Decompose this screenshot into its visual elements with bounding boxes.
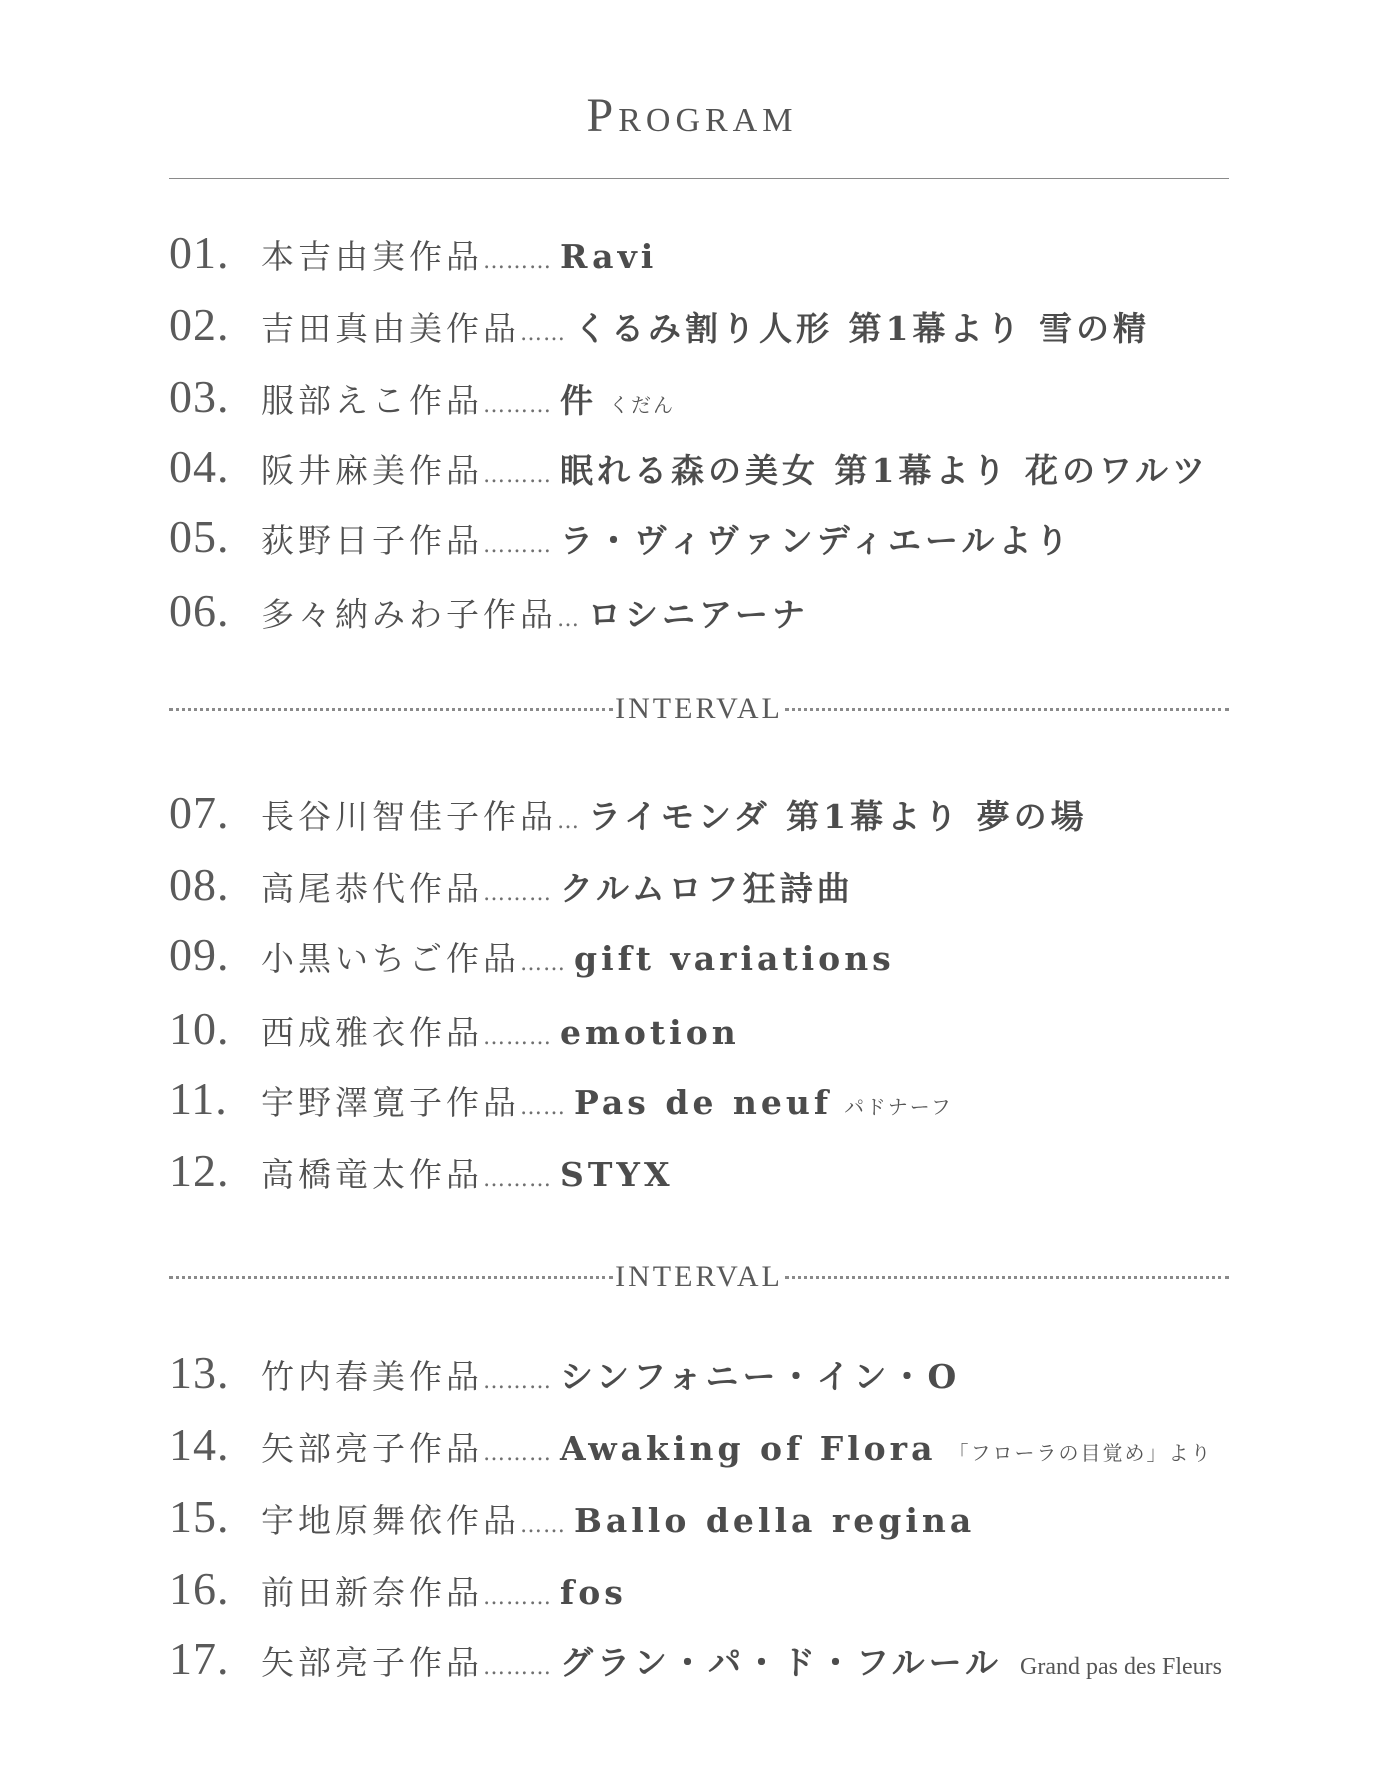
- interval-divider: [169, 694, 1229, 724]
- item-number: 11.: [169, 1073, 228, 1124]
- program-item: [169, 440, 1229, 500]
- choreographer-name: 長谷川智佳子作品: [261, 797, 557, 836]
- work-title: gift variations: [574, 939, 895, 978]
- work-note: パドナーフ: [844, 1095, 953, 1119]
- work-subtitle: Grand pas des Fleurs: [1020, 1654, 1222, 1680]
- dotted-rule: [169, 1276, 613, 1279]
- work-note: くだん: [609, 393, 675, 417]
- work-title: emotion: [560, 1013, 740, 1052]
- choreographer-name: 前田新奈作品: [261, 1573, 483, 1612]
- program-item: [169, 1632, 1229, 1692]
- leader-dots: ………: [483, 1167, 552, 1192]
- choreographer-name: 多々納みわ子作品: [261, 595, 557, 634]
- work-title: クルムロフ狂詩曲: [560, 869, 854, 908]
- program-item: [169, 1418, 1229, 1478]
- item-number: 09.: [169, 929, 230, 980]
- choreographer-name: 高橋竜太作品: [261, 1155, 483, 1194]
- item-number: 17.: [169, 1633, 230, 1684]
- leader-dots: ………: [483, 393, 552, 418]
- leader-dots: ………: [483, 1025, 552, 1050]
- item-number: 08.: [169, 859, 230, 910]
- choreographer-name: 高尾恭代作品: [261, 869, 483, 908]
- work-title: Awaking of Flora: [560, 1429, 937, 1468]
- item-number: 13.: [169, 1347, 230, 1398]
- leader-dots: ……: [520, 321, 566, 346]
- program-item: [169, 1072, 1229, 1132]
- interval-label: INTERVAL: [615, 692, 783, 725]
- program-item: [169, 1002, 1229, 1062]
- interval-divider: [169, 1262, 1229, 1292]
- work-title: fos: [560, 1573, 627, 1612]
- program-item: [169, 786, 1229, 846]
- title-divider: [169, 178, 1229, 179]
- program-item: [169, 298, 1229, 358]
- item-number: 05.: [169, 511, 230, 562]
- item-number: 04.: [169, 441, 230, 492]
- choreographer-name: 竹内春美作品: [261, 1357, 483, 1396]
- work-title: 件: [560, 381, 597, 420]
- item-number: 03.: [169, 371, 230, 422]
- dotted-rule: [785, 1276, 1229, 1279]
- choreographer-name: 荻野日子作品: [261, 521, 483, 560]
- leader-dots: …: [557, 607, 580, 632]
- choreographer-name: 阪井麻美作品: [261, 451, 483, 490]
- choreographer-name: 本吉由実作品: [261, 237, 483, 276]
- item-number: 07.: [169, 787, 230, 838]
- item-number: 14.: [169, 1419, 230, 1470]
- work-title: STYX: [560, 1155, 674, 1194]
- choreographer-name: 西成雅衣作品: [261, 1013, 483, 1052]
- leader-dots: ………: [483, 881, 552, 906]
- page-title: Program: [586, 89, 798, 142]
- work-title: グラン・パ・ド・フルール: [560, 1643, 1003, 1682]
- work-title: ライモンダ 第1幕より 夢の場: [588, 797, 1088, 836]
- dotted-rule: [169, 708, 613, 711]
- program-item: [169, 1490, 1229, 1550]
- work-title: Ballo della regina: [574, 1501, 976, 1540]
- item-number: 16.: [169, 1563, 230, 1614]
- choreographer-name: 矢部亮子作品: [261, 1429, 483, 1468]
- leader-dots: …: [557, 809, 580, 834]
- work-title: Pas de neuf: [574, 1083, 833, 1122]
- item-number: 10.: [169, 1003, 230, 1054]
- leader-dots: ………: [483, 249, 552, 274]
- program-item: [169, 1144, 1229, 1204]
- leader-dots: ………: [483, 1369, 552, 1394]
- choreographer-name: 服部えこ作品: [261, 381, 483, 420]
- program-item: [169, 370, 1229, 430]
- dotted-rule: [785, 708, 1229, 711]
- work-title: ラ・ヴィヴァンディエールより: [560, 521, 1073, 560]
- leader-dots: ………: [483, 1585, 552, 1610]
- leader-dots: ………: [483, 1655, 552, 1680]
- program-item: [169, 226, 1229, 286]
- program-item: [169, 1562, 1229, 1622]
- item-number: 15.: [169, 1491, 230, 1542]
- program-item: [169, 1346, 1229, 1406]
- program-item: [169, 858, 1229, 918]
- leader-dots: ……: [520, 1513, 566, 1538]
- leader-dots: ……: [520, 951, 566, 976]
- work-title: Ravi: [560, 237, 658, 276]
- leader-dots: ………: [483, 463, 552, 488]
- item-number: 12.: [169, 1145, 230, 1196]
- work-title: 眠れる森の美女 第1幕より 花のワルツ: [560, 451, 1209, 490]
- program-item: [169, 510, 1229, 570]
- interval-label: INTERVAL: [615, 1260, 783, 1293]
- item-number: 02.: [169, 299, 230, 350]
- work-note: 「フローラの目覚め」より: [948, 1441, 1213, 1465]
- choreographer-name: 吉田真由美作品: [261, 309, 520, 348]
- choreographer-name: 矢部亮子作品: [261, 1643, 483, 1682]
- program-item: [169, 928, 1229, 988]
- work-title: くるみ割り人形 第1幕より 雪の精: [574, 309, 1150, 348]
- leader-dots: ………: [483, 533, 552, 558]
- item-number: 01.: [169, 227, 230, 278]
- leader-dots: ……: [520, 1095, 566, 1120]
- item-number: 06.: [169, 585, 230, 636]
- choreographer-name: 宇野澤寛子作品: [261, 1083, 520, 1122]
- choreographer-name: 小黒いちご作品: [261, 939, 520, 978]
- work-title: シンフォニー・イン・O: [560, 1357, 961, 1396]
- choreographer-name: 宇地原舞依作品: [261, 1501, 520, 1540]
- program-item: [169, 584, 1229, 644]
- work-title: ロシニアーナ: [588, 595, 810, 634]
- leader-dots: ………: [483, 1441, 552, 1466]
